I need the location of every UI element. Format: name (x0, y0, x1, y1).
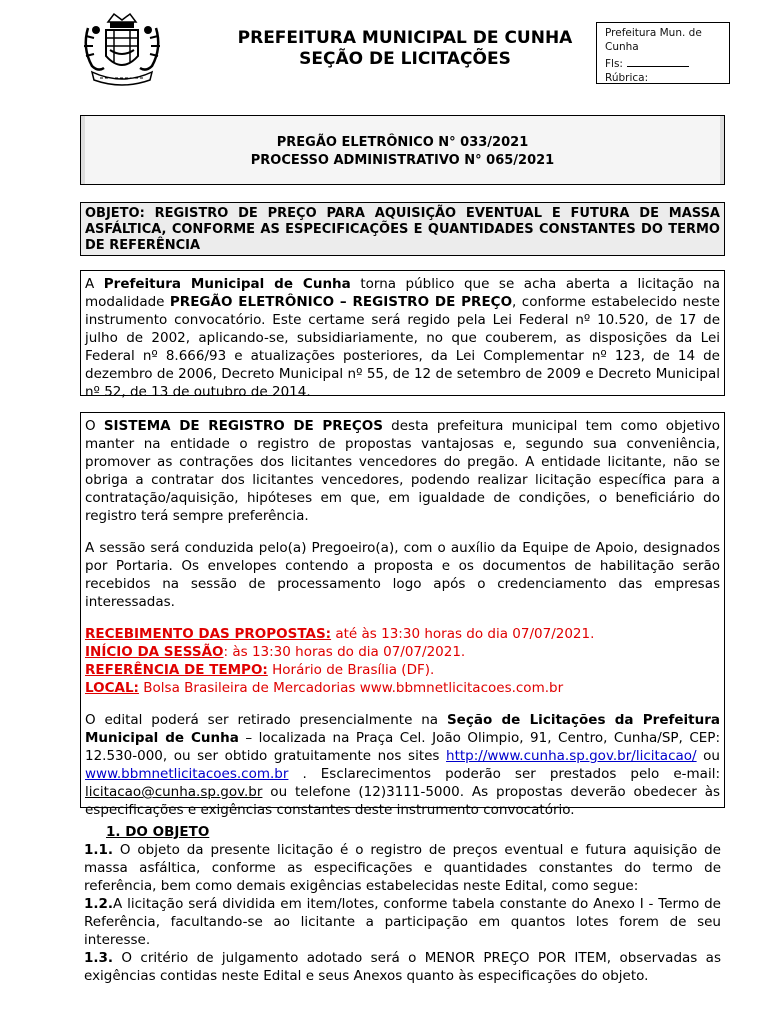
email-link[interactable]: licitacao@cunha.sp.gov.br (85, 784, 263, 800)
intro-text-1: A (85, 276, 104, 292)
section-do-objeto (84, 823, 721, 985)
recebimento-label: RECEBIMENTO DAS PROPOSTAS: (85, 626, 332, 642)
recebimento-value: até às 13:30 horas do dia 07/07/2021. (331, 626, 595, 642)
item-1-2-number: 1.2. (84, 896, 114, 912)
edital-text-3: ou (696, 748, 720, 764)
inicio-label: INÍCIO DA SESSÃO (85, 644, 224, 660)
municipal-coat-of-arms (78, 8, 166, 88)
srp-text-1: O (85, 418, 104, 434)
intro-bold-prefeitura: Prefeitura Municipal de Cunha (103, 276, 351, 292)
pregao-box (80, 115, 725, 185)
item-1-3-text: O critério de julgamento adotado será o MENOR PREÇO POR ITEM, observadas as exigências contidas neste Edital e seus Anexos quanto às especificações do objeto. (84, 950, 721, 984)
intro-paragraph (85, 275, 720, 401)
stamp-rubrica-label: Rúbrica: (605, 72, 649, 84)
objeto-box (80, 202, 725, 256)
item-1-3-number: 1.3. (84, 950, 114, 966)
referencia-row (85, 661, 720, 679)
processo-number: PROCESSO ADMINISTRATIVO N° 065/2021 (250, 153, 555, 168)
header-title-line2: SEÇÃO DE LICITAÇÕES (299, 49, 511, 69)
bbmnet-site-link[interactable]: www.bbmnetlicitacoes.com.br (85, 766, 289, 782)
cunha-site-link[interactable]: http://www.cunha.sp.gov.br/licitacao/ (446, 748, 697, 764)
referencia-label: REFERÊNCIA DE TEMPO: (85, 662, 268, 678)
item-1-2-text: A licitação será dividida em item/lotes, conforme tabela constante do Anexo I - Termo de Referência, facultando-se ao licitante a participação em quantos lotes forem de seu interesse. (84, 896, 721, 948)
schedule-block (85, 625, 720, 697)
section-title: 1. DO OBJETO (106, 824, 210, 840)
stamp-fls-line (627, 66, 689, 67)
local-row (85, 679, 720, 697)
edital-bold-secao: Seção de Licitações da Prefeitura Municipal de Cunha (85, 712, 720, 746)
edital-text-5: ou telefone (12)3111-5000. As propostas deverão obedecer às especificações e exigências constantes deste instrumento convocatório. (85, 784, 720, 818)
edital-paragraph (85, 711, 720, 819)
header-title-line1: PREFEITURA MUNICIPAL DE CUNHA (237, 28, 573, 48)
intro-text-2: torna público que se acha aberta a licitação na modalidade (85, 276, 721, 310)
srp-text-2: desta prefeitura municipal tem como objetivo manter na entidade o registro de propostas vantajosas e, segundo sua conveniência, promover as contrações dos licitantes vencedores do pregão. A entidade licitante, não se obriga a contratar dos licitantes vencedores, podendo realizar licitação específica para a contratação/aquisição, hipóteses em que, em igualdade de condições, o beneficiário do registro terá sempre preferência. (85, 418, 720, 524)
intro-text-3: , conforme estabelecido neste instrumento convocatório. Este certame será regido pela Lei Federal nº 10.520, de 17 de julho de 2002, aplicando-se, subsidiariamente, no que couberem, as disposições da Lei Federal nº 8.666/93 e atualizações posteriores, da Lei Complementar nº 123, de 14 de dezembro de 2006, Decreto Municipal nº 55, de 12 de setembro de 2009 e Decreto Municipal nº 52, de 13 de outubro de 2014. (85, 294, 720, 400)
local-value: Bolsa Brasileira de Mercadorias www.bbmnetlicitacoes.com.br (138, 680, 564, 696)
inicio-row (85, 643, 720, 661)
stamp-fls-label: Fls: (605, 58, 623, 70)
item-1-3 (84, 949, 721, 985)
referencia-value: Horário de Brasília (DF). (267, 662, 435, 678)
edital-text-4: . Esclarecimentos poderão ser prestados pelo e-mail: (288, 766, 720, 782)
item-1-1-text: O objeto da presente licitação é o registro de preços eventual e futura aquisição de massa asfáltica, conforme as especificações e quantidades constantes do termo de referência, bem como demais exigências estabelecidas neste Edital, como segue: (84, 842, 721, 894)
pregao-number: PREGÃO ELETRÔNICO N° 033/2021 (276, 135, 529, 150)
stamp-line1: Prefeitura Mun. de (605, 27, 702, 39)
srp-bold: SISTEMA DE REGISTRO DE PREÇOS (103, 418, 383, 434)
recebimento-row (85, 625, 720, 643)
item-1-1 (84, 841, 721, 895)
edital-text-1: O edital poderá ser retirado presencialmente na (85, 712, 447, 728)
stamp-line2: Cunha (605, 41, 639, 53)
item-1-1-number: 1.1. (84, 842, 114, 858)
edital-text-2: – localizada na Praça Cel. João Olimpio, 91, Centro, Cunha/SP, CEP: 12.530-000, ou ser obtido gratuitamente nos sites (85, 730, 720, 764)
intro-box (80, 270, 725, 400)
inicio-value: : às 13:30 horas do dia 07/07/2021. (223, 644, 466, 660)
sessao-paragraph: A sessão será conduzida pelo(a) Pregoeiro(a), com o auxílio da Equipe de Apoio, designados por Portaria. Os envelopes contendo a proposta e os documentos de habilitação serão recebidos na sessão de processamento logo após o credenciamento das empresas interessadas. (85, 540, 720, 610)
objeto-text: OBJETO: REGISTRO DE PREÇO PARA AQUISIÇÃO EVENTUAL E FUTURA DE MASSA ASFÁLTICA, CONFORME AS ESPECIFICAÇÕES E QUANTIDADES CONSTANTES DO TERMO DE REFERÊNCIA (85, 206, 720, 253)
item-1-2 (84, 895, 721, 949)
intro-bold-modalidade: PREGÃO ELETRÔNICO – REGISTRO DE PREÇO (169, 294, 513, 310)
info-box (80, 412, 725, 818)
page-stamp (596, 22, 730, 84)
srp-paragraph (85, 417, 720, 525)
local-label: LOCAL: (85, 680, 139, 696)
coat-of-arms-icon (78, 8, 166, 88)
